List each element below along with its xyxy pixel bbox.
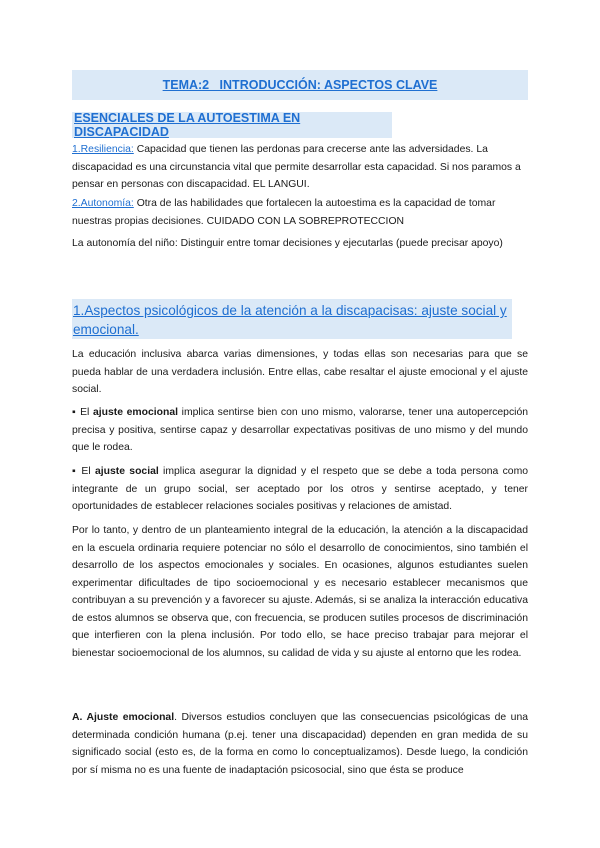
bullet-ajuste-emocional-term: ajuste emocional xyxy=(92,407,179,418)
ajuste-emocional-subsection xyxy=(72,709,528,779)
resiliencia-label: 1.Resiliencia: xyxy=(72,144,134,155)
section-heading-autoestima xyxy=(72,112,392,138)
bullet-marker: ▪ El xyxy=(72,407,93,418)
autonomia-label: 2.Autonomía: xyxy=(72,198,134,209)
resiliencia-paragraph xyxy=(72,141,528,194)
bullet-marker: ▪ El xyxy=(72,466,95,477)
intro-paragraph: La educación inclusiva abarca varias dimensiones, y todas ellas son necesarias para que se pueda hablar de una verdadera inclusión. Entre ellas, cabe resaltar el ajuste emocional y el ajuste social. xyxy=(72,349,528,395)
subsection-a-term: A. Ajuste emocional xyxy=(72,712,175,723)
autonomia-text: Otra de las habilidades que fortalecen la autoestima es la capacidad de tomar nuestras propias decisiones. CUIDADO CON LA SOBREPROTECCION xyxy=(72,198,496,227)
resiliencia-text: Capacidad que tienen las perdonas para crecerse ante las adversidades. La discapacidad es una circunstancia vital que permite desarrollar esta capacidad. Si nos paramos a pensar en personas con discapacidad. EL LANGUI. xyxy=(72,144,521,190)
autonomia-paragraph xyxy=(72,195,528,230)
subsection-a-text: . Diversos estudios concluyen que las consecuencias psicológicas de una determinada condición humana (p.ej. tener una discapacidad) dependen en gran medida de su significado social (esto es, de la forma en como lo conceptualizamos). Desde luego, la condición por sí misma no es una fuente de inadaptación psicosocial, sino que ésta se produce xyxy=(72,712,529,776)
bullet-ajuste-social xyxy=(72,463,528,516)
autonomia-nino-paragraph: La autonomía del niño: Distinguir entre tomar decisiones y ejecutarlas (puede precisar apoyo) xyxy=(72,238,503,249)
bullet-ajuste-social-term: ajuste social xyxy=(94,466,159,477)
title-banner xyxy=(72,70,528,100)
bullet-ajuste-social-text: implica asegurar la dignidad y el respeto que se debe a toda persona como integrante de un grupo social, ser aceptado por los otros y sentirse aceptado, y tener oportunidades de establecer relaciones sociales positivas y relaciones de amistad. xyxy=(72,466,529,512)
bullet-ajuste-emocional xyxy=(72,404,528,457)
main-paragraph: Por lo tanto, y dentro de un planteamiento integral de la educación, la atención a la discapacidad en la escuela ordinaria requiere potenciar no sólo el desarrollo de conocimientos, sino también el desarrollo de los aspectos emocionales y sociales. En ocasiones, algunos estudiantes suelen experimentar dificultades de tipo socioemocional y es necesario establecer mecanismos que contribuyan a su prevención y a favorecer su ajuste. Además, si se analiza la interacción educativa de estos alumnos se observa que, con frecuencia, se producen sutiles procesos de discriminación que interfieren con la plena inclusión. Por todo ello, se hace preciso trabajar para mejorar el bienestar socioemocional de los alumnos, su calidad de vida y su ajuste al entorno que les rodea. xyxy=(72,525,528,659)
document-title: TEMA:2 INTRODUCCIÓN: ASPECTOS CLAVE xyxy=(162,78,438,92)
section-heading-aspectos xyxy=(72,299,512,339)
section-heading-autoestima-text: ESENCIALES DE LA AUTOESTIMA EN DISCAPACIDAD xyxy=(74,111,301,139)
section-heading-aspectos-text: 1.Aspectos psicológicos de la atención a la discapacisas: ajuste social y emocional. xyxy=(73,303,507,337)
bullet-ajuste-emocional-text: implica sentirse bien con uno mismo, valorarse, tener una autopercepción precisa y positiva, sentirse capaz y desarrollar expectativas positivas de uno mismo y del mundo que le rodea. xyxy=(72,407,528,453)
